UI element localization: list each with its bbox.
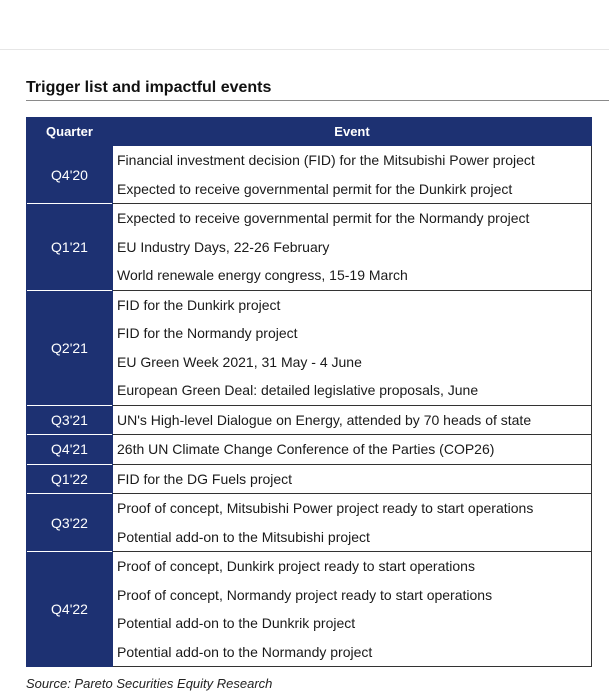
event-cell: Potential add-on to the Mitsubishi project [113,523,592,552]
table-row [27,405,592,435]
event-cell: Potential add-on to the Normandy project [113,638,592,667]
event-cell: European Green Deal: detailed legislative proposals, June [113,376,592,405]
event-cell: FID for the Dunkirk project [113,290,592,319]
event-cell: FID for the DG Fuels project [113,464,592,494]
event-cell: EU Green Week 2021, 31 May - 4 June [113,348,592,377]
event-cell: FID for the Normandy project [113,319,592,348]
top-divider [0,49,609,50]
event-cell: 26th UN Climate Change Conference of the Parties (COP26) [113,435,592,465]
event-column-header: Event [113,118,592,146]
event-cell: Financial investment decision (FID) for the Mitsubishi Power project [113,146,592,175]
quarter-column-header: Quarter [27,118,113,146]
table-row [27,552,592,581]
quarter-cell: Q2'21 [27,290,113,405]
table-header-row [27,118,592,146]
event-cell: Potential add-on to the Dunkrik project [113,609,592,638]
table-row [27,204,592,233]
quarter-cell: Q3'21 [27,405,113,435]
event-cell: Proof of concept, Normandy project ready to start operations [113,581,592,610]
event-cell: Expected to receive governmental permit for the Normandy project [113,204,592,233]
quarter-cell: Q1'21 [27,204,113,291]
title-underline [26,100,609,101]
trigger-events-table [26,117,592,667]
event-cell: UN's High-level Dialogue on Energy, attended by 70 heads of state [113,405,592,435]
source-note: Source: Pareto Securities Equity Research [26,676,273,691]
table-row [27,494,592,523]
quarter-cell: Q1'22 [27,464,113,494]
event-cell: World renewale energy congress, 15-19 March [113,261,592,290]
quarter-cell: Q3'22 [27,494,113,552]
page-title: Trigger list and impactful events [26,79,272,96]
event-cell: EU Industry Days, 22-26 February [113,233,592,262]
event-cell: Proof of concept, Mitsubishi Power project ready to start operations [113,494,592,523]
event-cell: Expected to receive governmental permit for the Dunkirk project [113,175,592,204]
event-cell: Proof of concept, Dunkirk project ready to start operations [113,552,592,581]
table-row [27,290,592,319]
quarter-cell: Q4'22 [27,552,113,667]
table-body [27,146,592,667]
quarter-cell: Q4'21 [27,435,113,465]
table-row [27,435,592,465]
quarter-cell: Q4'20 [27,146,113,204]
table-row [27,464,592,494]
table-row [27,146,592,175]
